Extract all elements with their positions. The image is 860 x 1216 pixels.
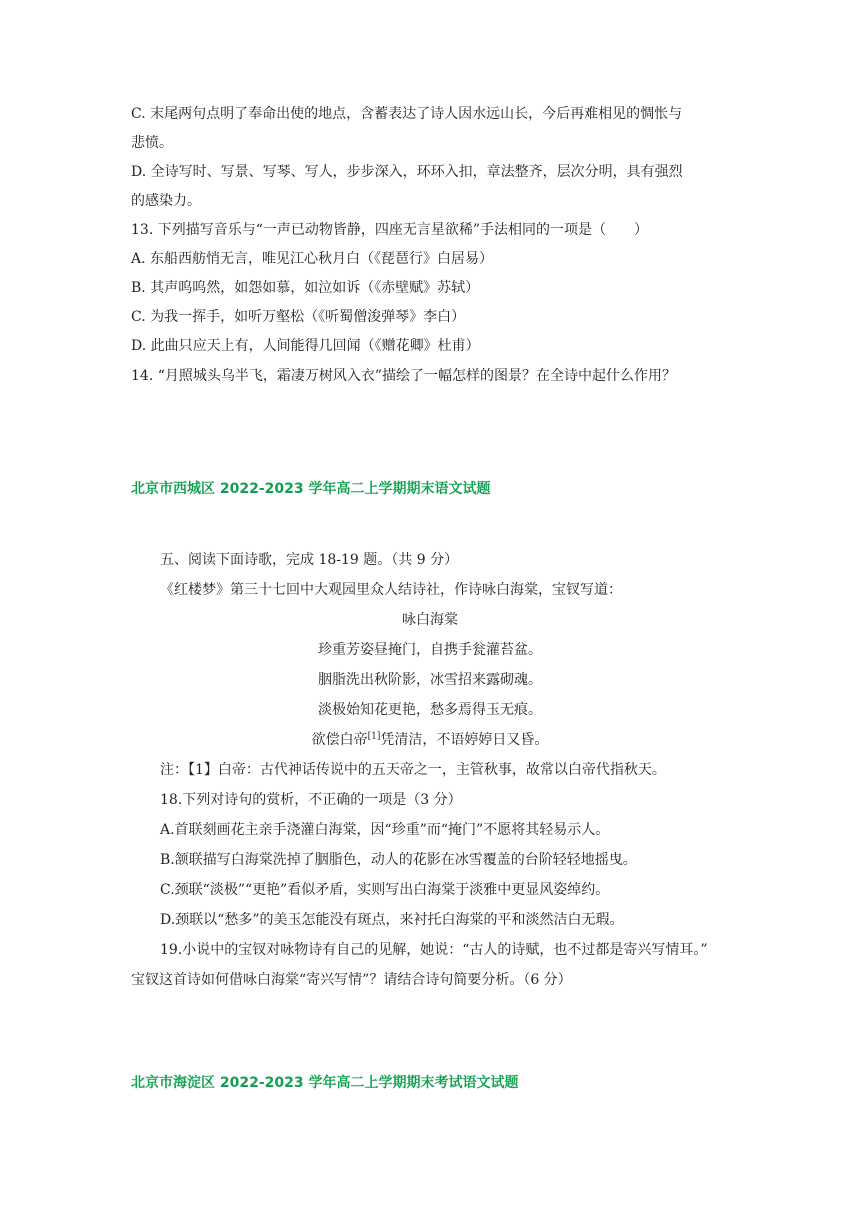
- part-five-intro: 五、阅读下面诗歌，完成 18-19 题。（共 9 分）: [160, 552, 459, 568]
- q18-option-c: C.颈联“淡极”“更艳”看似矛盾，实则写出白海棠于淡雅中更显风姿绰约。: [160, 882, 610, 898]
- poem-title: 咏白海棠: [402, 612, 458, 628]
- option-d-line-2: 的感染力。: [131, 193, 201, 209]
- poem-line-2: 胭脂洗出秋阶影，冰雪招来露砌魂。: [318, 672, 542, 688]
- q18-option-d: D.颈联以“愁多”的美玉怎能没有斑点，来衬托白海棠的平和淡然洁白无瑕。: [160, 912, 624, 928]
- q13-option-b: B. 其声呜呜然，如怨如慕，如泣如诉（《赤壁赋》苏轼）: [131, 280, 480, 296]
- footnote: 注：【1】白帝：古代神话传说中的五天帝之一，主管秋事，故常以白帝代指秋天。: [160, 762, 666, 778]
- question-14: 14. “月照城头乌半飞，霜凄万树风入衣”描绘了一幅怎样的图景？在全诗中起什么作用？: [131, 368, 677, 384]
- footnote-marker: [1]: [367, 731, 381, 742]
- poem-context: 《红楼梦》第三十七回中大观园里众人结诗社，作诗咏白海棠，宝钗写道：: [160, 582, 622, 598]
- q13-option-d: D. 此曲只应天上有，人间能得几回闻（《赠花卿》杜甫）: [131, 338, 480, 354]
- poem-line-1: 珍重芳姿昼掩门，自携手瓮灌苔盆。: [318, 642, 542, 658]
- section-heading-xicheng: 北京市西城区 2022-2023 学年高二上学期期末语文试题: [131, 481, 491, 497]
- question-19-line-2: 宝钗这首诗如何借咏白海棠“寄兴写情”？请结合诗句简要分析。（6 分）: [131, 972, 572, 988]
- question-18: 18.下列对诗句的赏析，不正确的一项是（3 分）: [160, 792, 462, 808]
- q13-option-c: C. 为我一挥手，如听万壑松（《听蜀僧浚弹琴》李白）: [131, 309, 466, 325]
- option-d-line-1: D. 全诗写时、写景、写琴、写人，步步深入，环环入扣，章法整齐，层次分明，具有强烈: [131, 164, 683, 180]
- q13-option-a: A. 东船西舫悄无言，唯见江心秋月白（《琵琶行》白居易）: [131, 251, 494, 267]
- question-19-line-1: 19.小说中的宝钗对咏物诗有自己的见解，她说：“古人的诗赋，也不过都是寄兴写情耳。”: [160, 942, 708, 958]
- poem-line-4-start: 欲偿白帝: [311, 732, 368, 748]
- q18-option-a: A.首联刻画花主亲手浇灌白海棠，因“珍重”而“掩门”不愿将其轻易示人。: [160, 822, 610, 838]
- section-heading-haidian: 北京市海淀区 2022-2023 学年高二上学期期末考试语文试题: [131, 1075, 519, 1091]
- poem-line-4-end: 凭清洁，不语婷婷日又昏。: [380, 732, 549, 748]
- poem-line-4: [0, 730, 860, 750]
- question-13: 13. 下列描写音乐与“一声已动物皆静，四座无言星欲稀”手法相同的一项是（ ）: [131, 222, 649, 238]
- poem-line-3: 淡极始知花更艳，愁多焉得玉无痕。: [318, 702, 542, 718]
- q18-option-b: B.颔联描写白海棠洗掉了胭脂色，动人的花影在冰雪覆盖的台阶轻轻地摇曳。: [160, 852, 637, 868]
- option-c-line-2: 悲愤。: [131, 135, 173, 151]
- option-c-line-1: C. 末尾两句点明了奉命出使的地点，含蓄表达了诗人因水远山长，今后再难相见的惆怅与: [131, 106, 683, 122]
